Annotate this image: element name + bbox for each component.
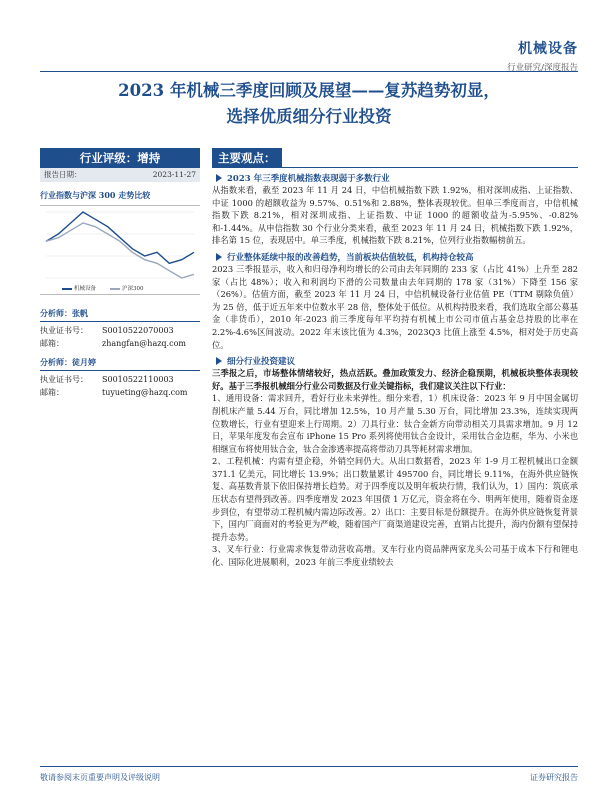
paragraph: 2023 三季报显示，收入和归母净利均增长的公司由去年同期的 233 家（占比 41%）上升至 282 家（占比 48%）；收入和利润均下滑的公司数量由去年同期的 178 家（31%）下降至 156 家（26%）。估值方面，截至 2023 年 11 月 24 日，中信机械设备行业估值 PE（TTM 剔除负值）为 25 倍，低于近五年来中位数水平 28 倍，整体处于低位。从机构持股来看，我们选取全部公募基金（非货币），2010 年-2023 前三季度每年平均持有机械上市公司市值占基金总持股的比率在 2.2%-4.6%区间波动。2022 年末该比值为 4.3%，2023Q3 比值上涨至 4.5%，相对处于历史高位。 bbox=[212, 263, 578, 350]
analyst-block-2 bbox=[40, 356, 200, 399]
analyst-name: 分析师：徒月婷 bbox=[40, 356, 200, 371]
legend-item-hs300 bbox=[110, 284, 144, 292]
email-label: 邮箱： bbox=[40, 339, 64, 348]
index-chart bbox=[40, 205, 200, 295]
legend-item-machinery bbox=[62, 284, 96, 292]
header-divider bbox=[40, 71, 578, 72]
analyst-block-1 bbox=[40, 307, 200, 350]
title-line-1: 2023 年机械三季度回顾及展望——复苏趋势初显， bbox=[118, 81, 500, 100]
cert-number: S0010522110003 bbox=[102, 375, 174, 384]
cert-label: 执业证书号： bbox=[40, 375, 88, 384]
section-heading-1 bbox=[212, 172, 578, 184]
title-line-2: 选择优质细分行业投资 bbox=[226, 107, 392, 126]
footer-divider bbox=[40, 766, 578, 767]
cert-label: 执业证书号： bbox=[40, 326, 88, 335]
index-chart-svg bbox=[40, 206, 200, 296]
paragraph: 3、叉车行业：行业需求恢复带动营收高增。叉车行业内资品牌两家龙头公司基于成本下行和锂电化、国际化进展顺利，2023 年前三季度业绩较去 bbox=[212, 544, 578, 568]
section-heading-3 bbox=[212, 355, 578, 367]
main-points-title: 主要观点： bbox=[212, 148, 282, 168]
chart-series-line-0 bbox=[46, 212, 194, 263]
paragraph: 2、工程机械：内需有望企稳，外销空间仍大。从出口数据看，2023 年 1-9 月工程机械出口金额 371.1 亿美元，同比增长 13.9%；出口数量累计 495700 台，同比增长 9.11%，在海外供应链恢复、高基数背景下依旧保持增长趋势。对于四季度以及明年板块行情，我们认为，1）国内：筑底承压状态有望得到改善。四季度增发 2023 年国债 1 万亿元，资金将在今、明两年使用，随着资金逐步到位，有望带动工程机械内需边际改善。2）出口：主要目标是份额提升。在海外供应链恢复背景下，国内厂商面对的考验更为严峻，随着国产厂商渠道建设完善，直销占比提升，海内份额有望保持提升态势。 bbox=[212, 456, 578, 542]
email-label: 邮箱： bbox=[40, 388, 64, 397]
cert-number: S0010522070003 bbox=[102, 326, 174, 335]
legend-label-machinery: 机械设备 bbox=[74, 286, 97, 292]
chart-series-line-1 bbox=[46, 223, 194, 278]
date-value: 2023-11-27 bbox=[152, 170, 196, 179]
analyst-name: 分析师：张帆 bbox=[40, 307, 200, 322]
email-link[interactable]: tuyueting@hazq.com bbox=[102, 388, 188, 397]
main-content bbox=[212, 148, 578, 569]
triangle-bullet-icon bbox=[216, 253, 222, 261]
sector-name: 机械设备 bbox=[518, 41, 578, 57]
email-link[interactable]: zhangfan@hazq.com bbox=[102, 339, 186, 348]
legend-label-hs300: 沪深300 bbox=[122, 286, 144, 292]
section-heading-2 bbox=[212, 251, 578, 263]
report-date-row bbox=[40, 168, 200, 182]
chart-title: 行业指数与沪深 300 走势比较 bbox=[40, 190, 151, 200]
paragraph: 三季报之后，市场整体情绪较好，热点活跃。叠加政策发力、经济企稳预期，机械板块整体表现较好。基于三季报机械细分行业公司数据及行业关键指标，我们建议关注以下行业： bbox=[212, 368, 578, 391]
triangle-bullet-icon bbox=[216, 174, 222, 182]
chart-legend bbox=[62, 284, 144, 292]
paragraph: 从指数来看，截至 2023 年 11 月 24 日，中信机械指数下跌 1.92%，相对深圳成指、上证指数、中证 1000 的超额收益为 9.57%、0.51%和 2.88%，整体表现较优。但单三季度而言，中信机械指数下跌 8.21%，相对深圳成指、上证指数、中证 1000 的超额收益为-5.95%、-0.82%和-1.44%。从申信指数 30 个行业分类来看，截至 2023 年 11 月 24 日，机械指数下跌 1.92%，排名第 15 位，表现居中。单三季度，机械指数下跌 8.21%，位列行业指数幅榜前五。 bbox=[212, 185, 578, 246]
section-heading-text: 行业整体延续中报的改善趋势，当前板块估值较低，机构持仓较高 bbox=[227, 252, 474, 263]
left-sidebar bbox=[40, 148, 200, 399]
report-title bbox=[40, 78, 578, 130]
triangle-bullet-icon bbox=[216, 357, 222, 365]
section-heading-text: 2023 年三季度机械指数表现弱于多数行业 bbox=[227, 174, 390, 184]
report-header bbox=[507, 38, 578, 73]
section-heading-text: 细分行业投资建议 bbox=[227, 357, 296, 368]
paragraph: 1、通用设备：需求回升，看好行业未来弹性。细分来看，1）机床设备：2023 年 9 月中国金属切削机床产量 5.44 万台，同比增加 12.5%，10 月产量 5.30 万台，同比增加 23.3%，连续实现两位数增长，行业有望迎来上行周期。2）刀具行业：钛合金新方向带动相关刀具需求增加。9 月 12 日，苹果年度发布会宣布 iPhone 15 Pro 系列将使用钛合金设计，采用钛合金边框，华为、小米也相继宣布将使用钛合金，钛合金渗透率提高将带动刀具等耗材需求增加。 bbox=[212, 393, 578, 454]
footer-disclaimer[interactable]: 敬请参阅末页重要声明及评级说明 bbox=[40, 773, 160, 782]
report-type: 行业研究/深度报告 bbox=[507, 63, 578, 73]
date-label: 报告日期： bbox=[44, 170, 82, 179]
rating-badge: 行业评级：增持 bbox=[40, 148, 200, 168]
footer-label: 证券研究报告 bbox=[530, 773, 578, 782]
